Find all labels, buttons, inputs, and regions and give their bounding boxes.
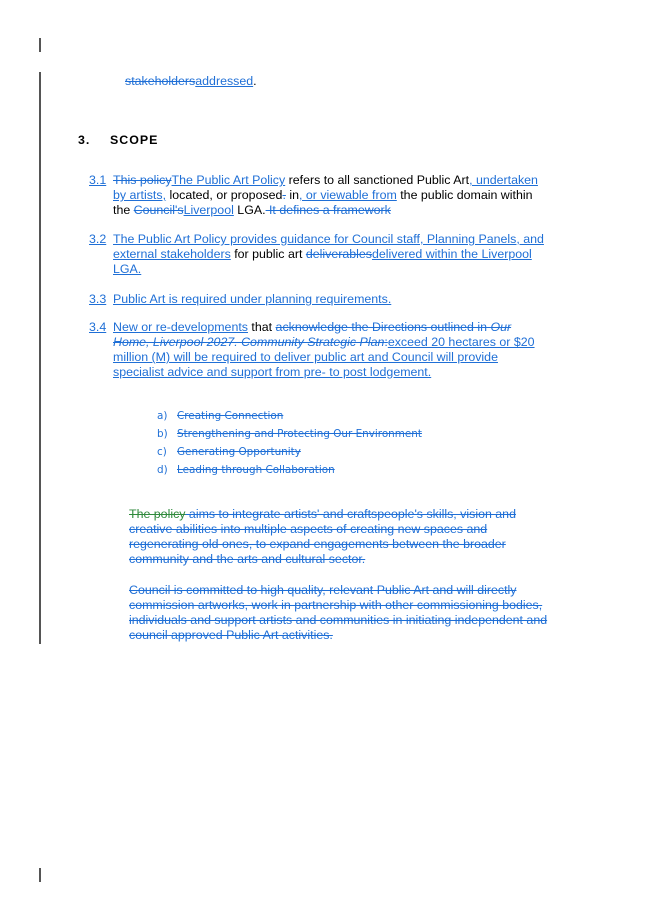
deleted-text: deliverables [305, 247, 372, 261]
policy-para-line-3: regenerating old ones, to expand engagements between the broader [129, 537, 506, 551]
plain-text: for public art [230, 247, 306, 261]
policy-para-line-1 [129, 507, 516, 522]
p31-line-3 [113, 203, 391, 218]
direction-label: a) [157, 410, 168, 422]
direction-item [157, 463, 335, 477]
plain-text: the public domain within [396, 188, 533, 202]
deleted-text: Council's [133, 203, 184, 217]
p33-line-1 [89, 292, 391, 307]
inserted-text: Public Art is required under planning requirements. [113, 292, 392, 306]
inserted-text: The Public Art Policy [171, 173, 286, 187]
deleted-text: aims to integrate artists' and craftspeople's skills, vision and [185, 507, 516, 521]
plain-text: LGA. [233, 203, 266, 217]
inserted-text: Liverpool [183, 203, 234, 217]
policy-para-line-4: community and the arts and cultural sector. [129, 552, 366, 566]
change-bar-bottom [39, 868, 41, 882]
section-title: SCOPE [110, 133, 159, 147]
direction-item [157, 409, 283, 423]
inserted-text: specialist advice and support from pre- to post lodgement. [113, 365, 432, 379]
p34-line-2 [113, 335, 535, 350]
p34-line-1 [89, 320, 511, 335]
direction-label: b) [157, 428, 168, 440]
inserted-text: , undertaken [469, 173, 538, 187]
p34-line-4 [113, 365, 431, 380]
p31-line-1 [89, 173, 538, 188]
top-line [125, 74, 257, 89]
plain-text: the [113, 203, 134, 217]
inserted-text: addressed [195, 74, 254, 88]
p31-line-2 [113, 188, 532, 203]
item-number: 3.4 [89, 320, 107, 334]
direction-text: Strengthening and Protecting Our Environment [177, 428, 422, 440]
council-para-line-4: council approved Public Art activities. [129, 628, 333, 642]
inserted-text: The Public Art Policy provides guidance for Council staff, Planning Panels, and [113, 232, 544, 246]
direction-label: d) [157, 464, 168, 476]
deleted-text-green: The policy [129, 507, 186, 521]
inserted-text: exceed 20 hectares or $20 [387, 335, 535, 349]
deleted-text: It defines a framework [265, 203, 391, 217]
p32-line-2 [113, 247, 532, 262]
deleted-text: . [282, 188, 286, 202]
section-number: 3. [78, 133, 91, 147]
item-number: 3.3 [89, 292, 107, 306]
council-para-line-2: commission artworks, work in partnership with other commissioning bodies, [129, 598, 543, 612]
plain-text: located, or proposed [166, 188, 283, 202]
item-number: 3.1 [89, 173, 107, 187]
inserted-text: delivered within the Liverpool [371, 247, 532, 261]
deleted-text: stakeholders [125, 74, 196, 88]
inserted-text: , or viewable from [299, 188, 397, 202]
council-para-line-1: Council is committed to high quality, relevant Public Art and will directly [129, 583, 517, 597]
plain-text: that [247, 320, 276, 334]
plain-text: in [285, 188, 299, 202]
policy-para-line-2: creative abilities into multiple aspects of creating new spaces and [129, 522, 488, 536]
p34-line-3 [113, 350, 498, 365]
direction-text: Leading through Collaboration [177, 464, 335, 476]
section-heading [78, 133, 158, 147]
direction-label: c) [157, 446, 167, 458]
inserted-text: New or re-developments [113, 320, 248, 334]
direction-item [157, 427, 422, 441]
plain-text: refers to all sanctioned Public Art [285, 173, 470, 187]
inserted-text: LGA. [113, 262, 142, 276]
deleted-text: : [384, 335, 388, 349]
plain-text: . [253, 74, 257, 88]
deleted-italic-text: Our [490, 320, 512, 334]
change-bar-top [39, 38, 41, 52]
deleted-text: acknowledge the Directions outlined in [275, 320, 491, 334]
item-number: 3.2 [89, 232, 107, 246]
deleted-italic-text: Home, Liverpool 2027. Community Strategic Plan [113, 335, 385, 349]
deleted-text: This policy [113, 173, 172, 187]
inserted-text: million (M) will be required to deliver public art and Council will provide [113, 350, 498, 364]
direction-item [157, 445, 301, 459]
direction-text: Generating Opportunity [177, 446, 301, 458]
change-bar-main [39, 72, 41, 644]
inserted-text: by artists, [113, 188, 167, 202]
p32-line-1 [89, 232, 544, 247]
inserted-text: external stakeholders [113, 247, 231, 261]
direction-text: Creating Connection [177, 410, 284, 422]
p32-line-3 [113, 262, 141, 277]
council-para-line-3: individuals and support artists and communities in initiating independent and [129, 613, 548, 627]
